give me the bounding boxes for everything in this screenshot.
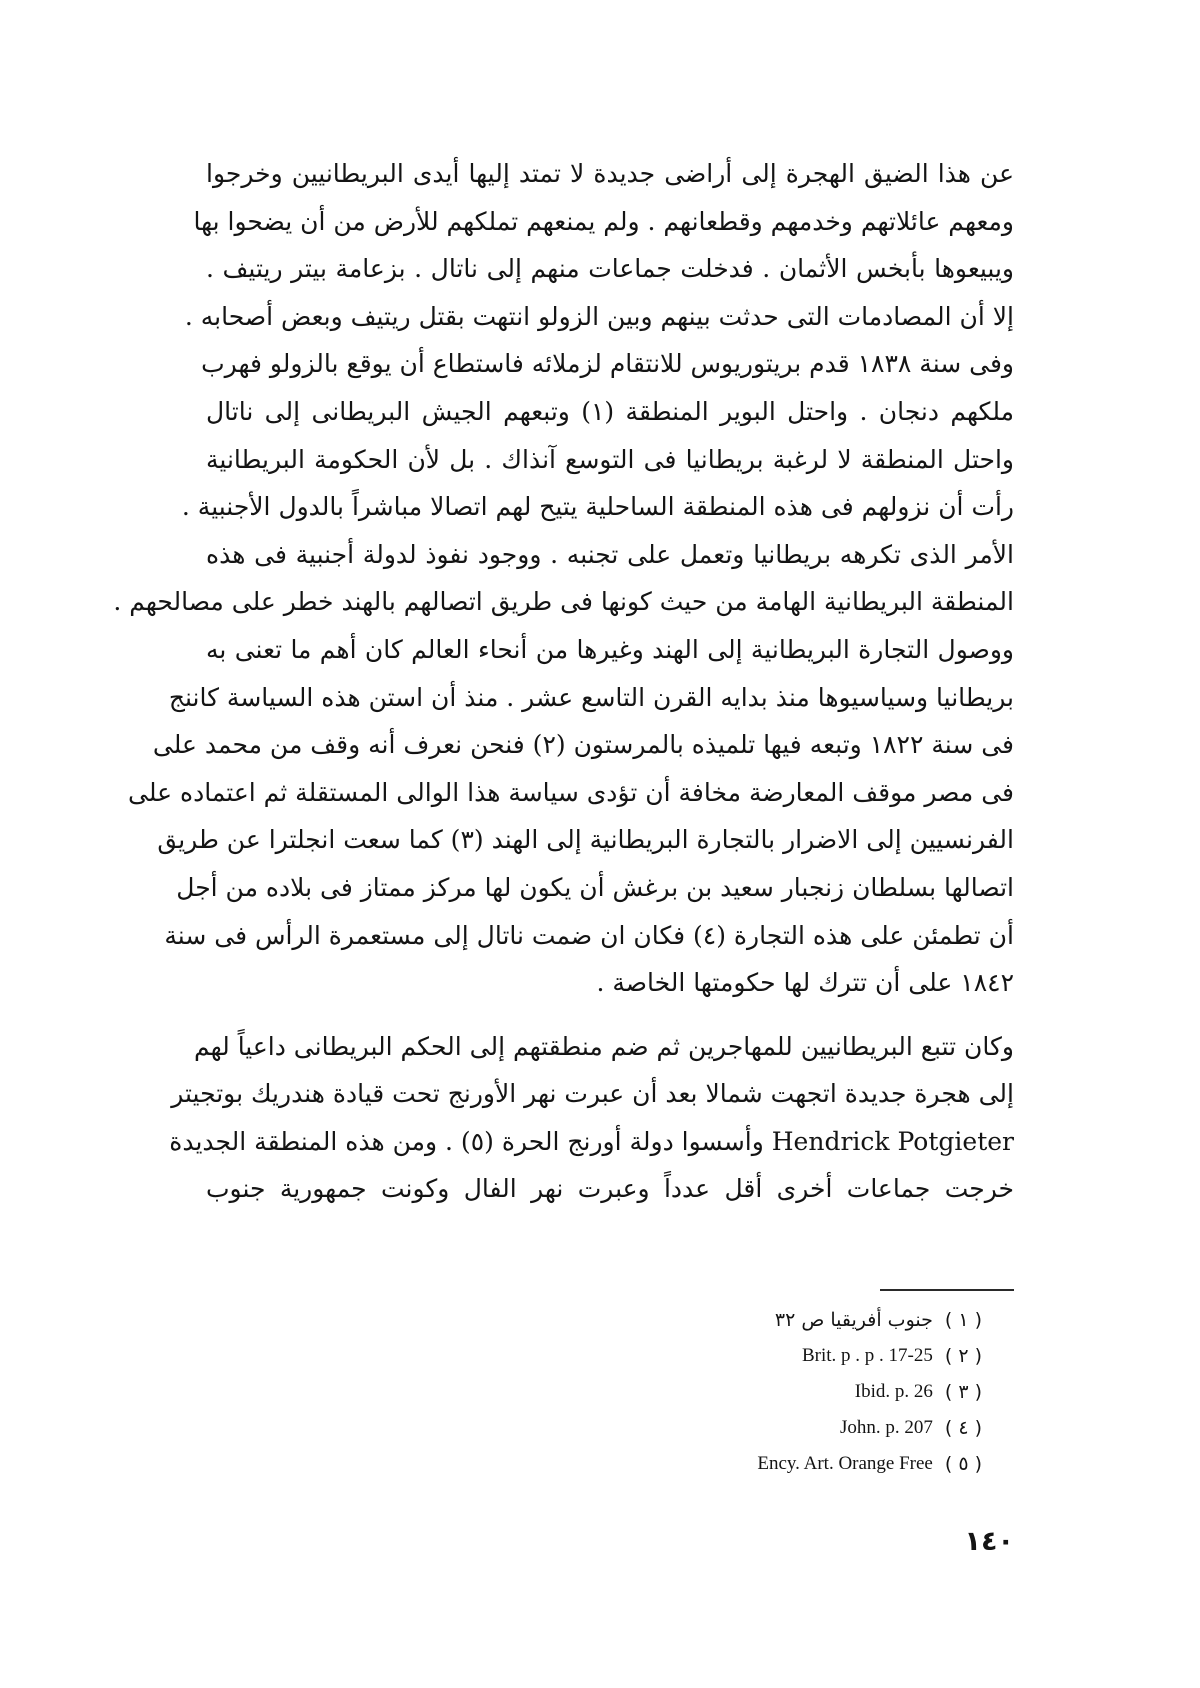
text-line: ١٨٤٢ على أن تترك لها حكومتها الخاصة . — [596, 968, 1014, 998]
body-text — [113, 150, 1014, 1213]
paragraph-2 — [169, 1023, 1014, 1213]
footnote-item — [600, 1446, 982, 1482]
footnotes — [600, 1302, 982, 1482]
footnote-item — [600, 1338, 982, 1374]
text-line: خرجت جماعات أخرى أقل عدداً وعبرت نهر الفال وكونت جمهورية جنوب — [206, 1174, 1014, 1204]
text-line: ملكهم دنجان . واحتل البوير المنطقة (١) وتبعهم الجيش البريطانى إلى ناتال — [206, 396, 1014, 426]
text-line: Hendrick Potgieter وأسسوا دولة أورنج الحرة (٥) . ومن هذه المنطقة الجديدة — [169, 1126, 1014, 1156]
footnote-text: Ency. Art. Orange Free — [757, 1453, 933, 1474]
footnote-text: John. p. 207 — [839, 1417, 933, 1438]
footnote-text: Brit. p . p . 17-25 — [801, 1345, 933, 1366]
text-line: ويبيعوها بأبخس الأثمان . فدخلت جماعات منهم إلى ناتال . بزعامة بيتر ريتيف . — [206, 254, 1014, 284]
text-line: إلا أن المصادمات التى حدثت بينهم وبين الزولو انتهت بقتل ريتيف وبعض أصحابه . — [184, 301, 1014, 331]
text-line: المنطقة البريطانية الهامة من حيث كونها فى طريق اتصالهم بالهند خطر على مصالحهم . — [113, 587, 1014, 617]
text-line: ووصول التجارة البريطانية إلى الهند وغيرها من أنحاء العالم كان أهم ما تعنى به — [206, 634, 1014, 664]
footnote-item — [600, 1374, 982, 1410]
text-line: إلى هجرة جديدة اتجهت شمالا بعد أن عبرت نهر الأورنج تحت قيادة هندريك بوتجيتر — [171, 1079, 1014, 1109]
text-line: فى مصر موقف المعارضة مخافة أن تؤدى سياسة هذا الوالى المستقلة ثم اعتماده على — [128, 777, 1014, 807]
footnote-item — [600, 1302, 982, 1338]
text-line: واحتل المنطقة لا لرغبة بريطانيا فى التوسع آنذاك . بل لأن الحكومة البريطانية — [206, 444, 1014, 474]
text-line: ومعهم عائلاتهم وخدمهم وقطعانهم . ولم يمنعهم تملكهم للأرض من أن يضحوا بها — [193, 206, 1014, 236]
footnote-marker: ( ٤ ) — [944, 1417, 982, 1439]
footnote-marker: ( ١ ) — [944, 1309, 982, 1331]
text-line: أن تطمئن على هذه التجارة (٤) فكان ان ضمت ناتال إلى مستعمرة الرأس فى سنة — [164, 920, 1014, 950]
text-line: فى سنة ١٨٢٢ وتبعه فيها تلميذه بالمرستون (٢) فنحن نعرف أنه وقف من محمد على — [152, 730, 1014, 760]
text-line: الأمر الذى تكرهه بريطانيا وتعمل على تجنبه . ووجود نفوذ لدولة أجنبية فى هذه — [206, 539, 1014, 569]
footnote-marker: ( ٢ ) — [944, 1345, 982, 1367]
footnote-marker: ( ٥ ) — [944, 1453, 982, 1475]
footnote-marker: ( ٣ ) — [944, 1381, 982, 1403]
text-line: عن هذا الضيق الهجرة إلى أراضى جديدة لا تمتد إليها أيدى البريطانيين وخرجوا — [206, 159, 1014, 188]
text-line: وفى سنة ١٨٣٨ قدم بريتوريوس للانتقام لزملائه فاستطاع أن يوقع بالزولو فهرب — [201, 349, 1014, 379]
footnote-text: جنوب أفريقيا ص ٣٢ — [774, 1309, 933, 1331]
page-number: ١٤٠ — [964, 1526, 1014, 1557]
text-line: وكان تتبع البريطانيين للمهاجرين ثم ضم منطقتهم إلى الحكم البريطانى داعياً لهم — [193, 1031, 1014, 1061]
paragraph-1 — [113, 150, 1014, 1007]
text-line: بريطانيا وسياسيوها منذ بدايه القرن التاسع عشر . منذ أن استن هذه السياسة كاننج — [168, 682, 1014, 712]
text-line: اتصالها بسلطان زنجبار سعيد بن برغش أن يكون لها مركز ممتاز فى بلاده من أجل — [176, 872, 1014, 902]
footnote-divider — [880, 1289, 1014, 1291]
text-line: الفرنسيين إلى الاضرار بالتجارة البريطانية إلى الهند (٣) كما سعت انجلترا عن طريق — [157, 825, 1014, 855]
footnote-item — [600, 1410, 982, 1446]
text-line: رأت أن نزولهم فى هذه المنطقة الساحلية يتيح لهم اتصالا مباشراً بالدول الأجنبية . — [181, 492, 1014, 522]
footnote-text: Ibid. p. 26 — [854, 1381, 933, 1402]
